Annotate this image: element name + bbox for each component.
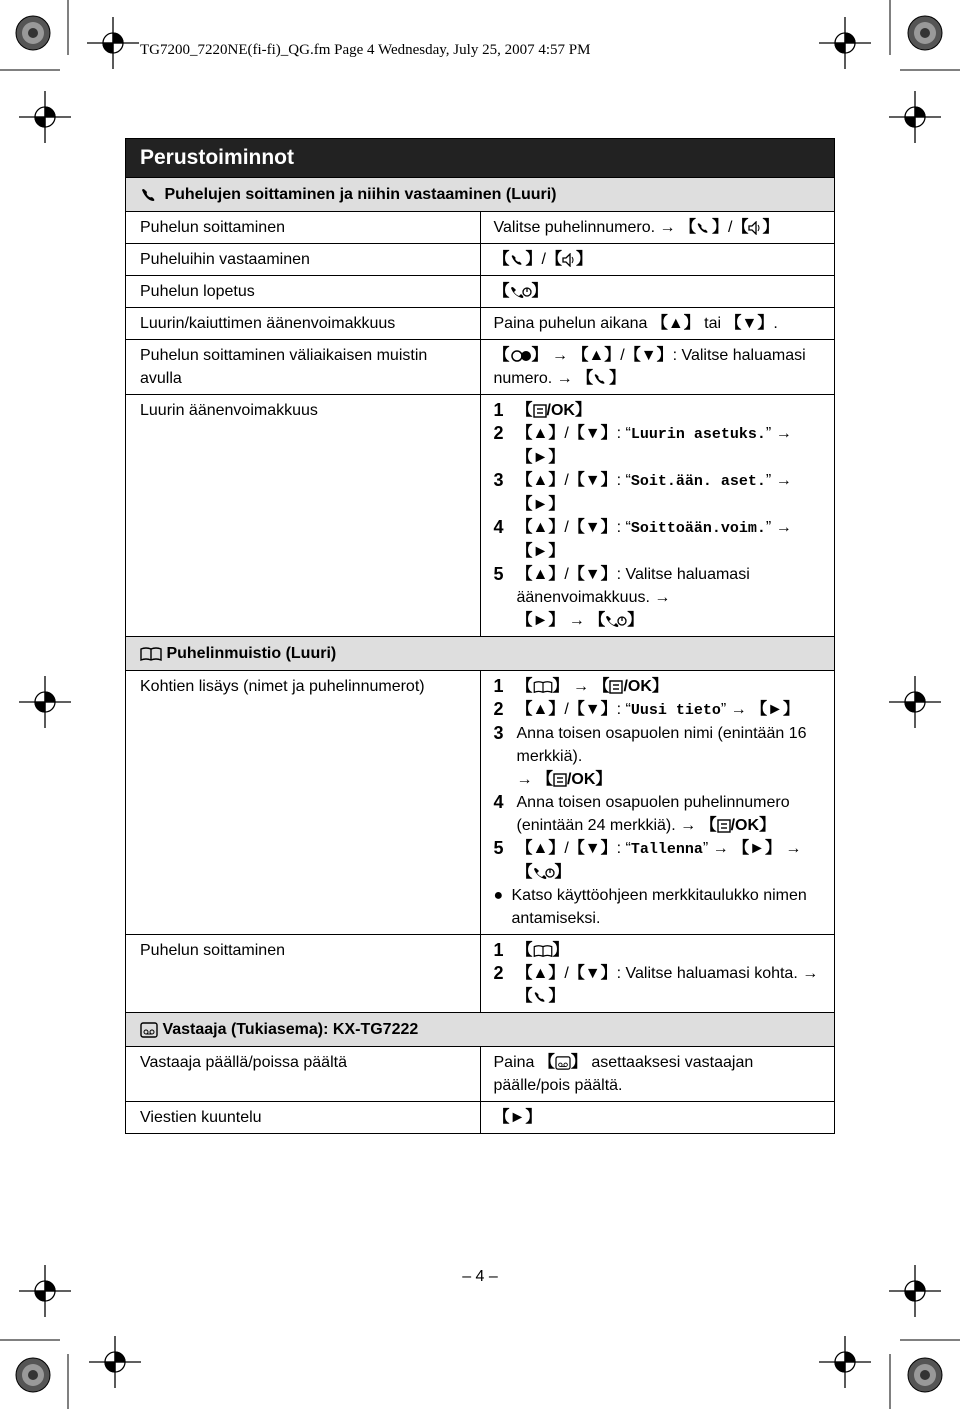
row-instruction: Paina puhelun aikana 【▲】 tai 【▼】. (480, 308, 835, 340)
row-label: Viestien kuuntelu (126, 1102, 481, 1134)
menu-ok-key: 【 /OK】 (593, 678, 668, 695)
phonebook-key: 【 】 (516, 942, 569, 959)
registration-cross (19, 676, 71, 728)
print-header: TG7200_7220NE(fi-fi)_QG.fm Page 4 Wednesday, July 25, 2007 4:57 PM (140, 42, 591, 58)
talk-key: 【 】 (577, 370, 626, 387)
redial-icon (510, 349, 532, 363)
answering-machine-icon (140, 1022, 158, 1038)
menu-item: Uusi tieto (630, 702, 721, 719)
phonebook-icon (533, 944, 553, 958)
step: 1 【 】 (493, 940, 569, 960)
step: 2 【▲】/【▼】: “Uusi tieto” → 【►】 (493, 699, 799, 719)
phone-off-icon (605, 614, 627, 628)
table-row (126, 671, 835, 935)
phonebook-icon (140, 646, 162, 662)
right-key: 【►】 (516, 496, 565, 513)
up-key: 【▲】 (651, 315, 700, 332)
phone-talk-icon (696, 222, 712, 234)
step: 4 Anna toisen osapuolen puhelinnumero (enintään 24 merkkiä). → 【 /OK】 (493, 792, 790, 834)
table-row (126, 1047, 835, 1102)
row-instruction: 【 】/【 】 (480, 244, 835, 276)
menu-item: Soit.ään. aset. (630, 473, 766, 490)
section-heading-answering (126, 1013, 835, 1047)
phone-off-icon (510, 285, 532, 299)
menu-ok-key: 【 /OK】 (700, 817, 776, 834)
row-label: Luurin äänenvoimakkuus (126, 395, 481, 637)
phonebook-icon (533, 680, 553, 694)
answering-machine-icon (555, 1056, 571, 1070)
right-key: 【►】 (751, 701, 799, 718)
row-label: Puhelun soittaminen (126, 212, 481, 244)
quick-guide-table (125, 138, 835, 1134)
registration-star (16, 1358, 50, 1392)
registration-cross (89, 1336, 141, 1388)
phonebook-key: 【 】 (516, 678, 569, 695)
table-row (126, 276, 835, 308)
table-row (126, 212, 835, 244)
row-label: Puhelun soittaminen väliaikaisen muistin avulla (126, 340, 481, 395)
table-row (126, 340, 835, 395)
menu-ok-icon (609, 680, 623, 694)
step: 3 【▲】/【▼】: “Soit.ään. aset.” → 【►】 (493, 470, 792, 513)
registration-cross (889, 676, 941, 728)
step: 5 【▲】/【▼】: Valitse haluamasi äänenvoimakkuus. → 【►】 → 【 】 (493, 564, 750, 629)
phone-talk-icon (593, 373, 609, 385)
menu-ok-key: 【 /OK】 (516, 402, 591, 419)
page-title: Perustoiminnot (126, 139, 835, 178)
menu-item: Luurin asetuks. (630, 426, 766, 443)
registration-star (16, 16, 50, 50)
phone-talk-icon (140, 188, 160, 202)
speaker-icon (748, 221, 762, 235)
menu-ok-icon (533, 404, 547, 418)
registration-cross (889, 91, 941, 143)
table-row (126, 395, 835, 637)
play-key: 【►】 (493, 1109, 542, 1126)
bullet-icon: ● (493, 887, 504, 904)
talk-key: 【 】 (493, 251, 542, 268)
row-instruction: 【 】 → 【▲】/【▼】: Valitse haluamasi numero. → 【 】 (480, 340, 835, 395)
step: 2 【▲】/【▼】: Valitse haluamasi kohta. → 【 】 (493, 963, 819, 1005)
off-key: 【 】 (493, 283, 548, 300)
row-label: Puheluihin vastaaminen (126, 244, 481, 276)
off-key: 【 】 (516, 864, 571, 881)
phone-talk-icon (510, 254, 526, 266)
right-key: 【►】 (516, 449, 565, 466)
table-row (126, 308, 835, 340)
right-key: 【►】 (516, 612, 565, 629)
right-key: 【►】 (733, 840, 781, 857)
phone-talk-icon (533, 991, 549, 1003)
menu-ok-icon (717, 819, 731, 833)
registration-cross (819, 1336, 871, 1388)
registration-cross (19, 91, 71, 143)
registration-cross (87, 17, 139, 69)
speaker-icon (562, 253, 576, 267)
speaker-key: 【 】 (732, 219, 779, 236)
registration-cross (819, 17, 871, 69)
redial-key: 【 】 (493, 347, 548, 364)
section-heading-calls (126, 178, 835, 212)
menu-item: Soittoään.voim. (630, 520, 766, 537)
right-key: 【►】 (516, 543, 565, 560)
table-row (126, 1102, 835, 1134)
section-heading-text: Vastaaja (Tukiasema): KX-TG7222 (162, 1021, 419, 1038)
step: 3 Anna toisen osapuolen nimi (enintään 16 merkkiä). → 【 /OK】 (493, 723, 807, 788)
note-bullet: ● Katso käyttöohjeen merkkitaulukko nimen antamiseksi. (494, 884, 827, 930)
row-instruction (480, 276, 835, 308)
step: 1 【 /OK】 (493, 400, 591, 420)
talk-key: 【 】 (516, 988, 565, 1005)
row-instruction (480, 671, 835, 935)
table-row (126, 935, 835, 1013)
row-label: Vastaaja päällä/poissa päältä (126, 1047, 481, 1102)
row-label: Puhelun lopetus (126, 276, 481, 308)
step: 1 【 】 → 【 /OK】 (493, 676, 668, 696)
row-label: Puhelun soittaminen (126, 935, 481, 1013)
row-instruction (480, 935, 835, 1013)
row-label: Luurin/kaiuttimen äänenvoimakkuus (126, 308, 481, 340)
registration-star (908, 16, 942, 50)
row-instruction: Paina 【 】 asettaaksesi vastaajan päälle/pois päältä. (480, 1047, 835, 1102)
section-heading-text: Puhelujen soittaminen ja niihin vastaaminen (Luuri) (164, 186, 557, 203)
step: 5 【▲】/【▼】: “Tallenna” → 【►】 → 【 】 (493, 838, 802, 881)
row-instruction (480, 395, 835, 637)
table-row (126, 244, 835, 276)
menu-ok-icon (553, 773, 567, 787)
menu-ok-key: 【 /OK】 (536, 771, 612, 788)
down-key: 【▼】 (624, 347, 673, 364)
talk-key: 【 】 (679, 219, 729, 236)
section-heading-phonebook (126, 637, 835, 671)
registration-star (908, 1358, 942, 1392)
section-heading-text: Puhelinmuistio (Luuri) (166, 645, 337, 662)
speaker-key: 【 】 (545, 251, 593, 268)
phone-off-icon (533, 866, 555, 880)
up-key: 【▲】 (572, 347, 621, 364)
row-instruction (480, 1102, 835, 1134)
row-instruction: Valitse puhelinnumero. → 【 】/【 】 (480, 212, 835, 244)
step: 4 【▲】/【▼】: “Soittoään.voim.” → 【►】 (493, 517, 792, 560)
off-key: 【 】 (589, 612, 644, 629)
step: 2 【▲】/【▼】: “Luurin asetuks.” → 【►】 (493, 423, 792, 466)
menu-item: Tallenna (630, 841, 703, 858)
row-label: Kohtien lisäys (nimet ja puhelinnumerot) (126, 671, 481, 935)
page-number: – 4 – (462, 1268, 498, 1285)
answer-key: 【 】 (538, 1054, 587, 1071)
down-key: 【▼】 (725, 315, 774, 332)
